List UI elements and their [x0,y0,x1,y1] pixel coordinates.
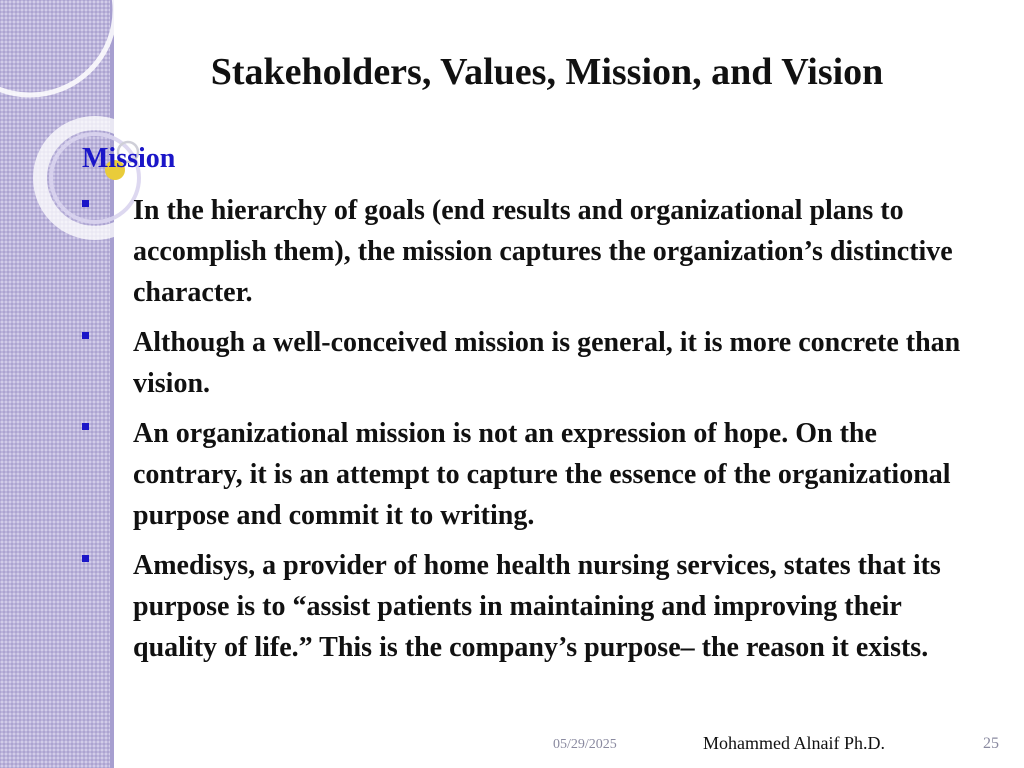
square-bullet-icon [82,423,89,430]
bullet-text: An organizational mission is not an expression of hope. On the contrary, it is an attempt to capture the essence of the organizational purpose and commit it to writing. [133,418,951,531]
bullet-text: Amedisys, a provider of home health nursing services, states that its purpose is to “assist patients in maintaining and improving their quality of life.” This is the company’s purpose– the reason it exists. [133,550,941,663]
bullet-item [78,545,988,668]
footer-author: Mohammed Alnaif Ph.D. [703,733,885,753]
square-bullet-icon [82,555,89,562]
large-ring-arc [0,0,115,95]
bullet-item [78,190,988,313]
bullet-item [78,413,988,536]
bullet-item [78,322,988,404]
bullet-text: In the hierarchy of goals (end results and organizational plans to accomplish them), the mission captures the organization’s distinctive character. [133,195,953,308]
slide-title: Stakeholders, Values, Mission, and Vision [210,51,884,93]
page-number: 25 [983,735,999,752]
bullet-list [78,190,988,677]
footer-date: 05/29/2025 [553,737,617,752]
section-heading: Mission [82,143,176,174]
square-bullet-icon [82,332,89,339]
square-bullet-icon [82,200,89,207]
bullet-text: Although a well-conceived mission is general, it is more concrete than vision. [133,327,961,399]
